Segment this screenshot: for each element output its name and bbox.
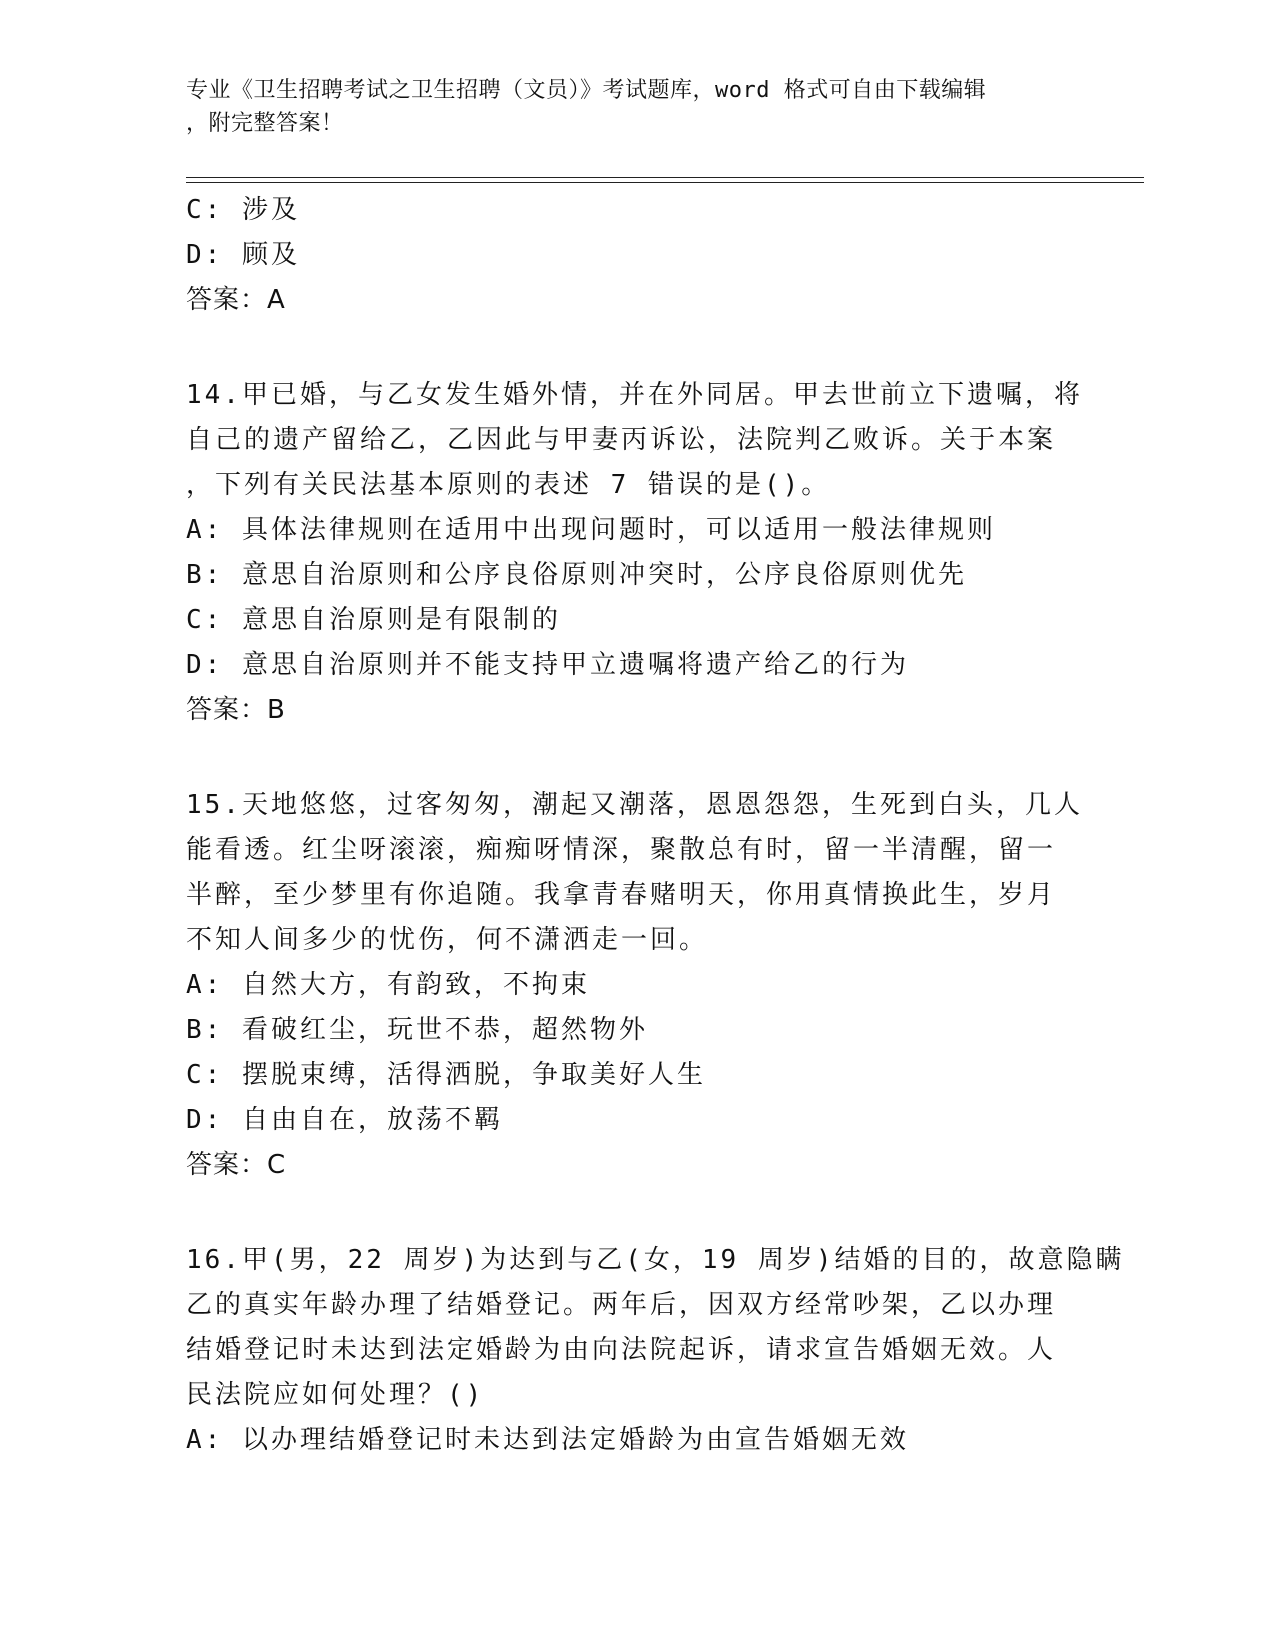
option-b: B: 意思自治原则和公序良俗原则冲突时，公序良俗原则优先 bbox=[186, 560, 967, 590]
option-b: B: 看破红尘，玩世不恭，超然物外 bbox=[186, 1015, 648, 1045]
question-stem-line: 民法院应如何处理？() bbox=[186, 1380, 485, 1410]
question-stem-line: 16.甲(男，22 周岁)为达到与乙(女，19 周岁)结婚的目的，故意隐瞒 bbox=[186, 1245, 1125, 1275]
question-stem-line: 不知人间多少的忧伤，何不潇洒走一回。 bbox=[186, 925, 709, 955]
question-stem-line: 半醉，至少梦里有你追随。我拿青春赌明天，你用真情换此生，岁月 bbox=[186, 880, 1057, 910]
document-header bbox=[186, 74, 1066, 140]
question-15 bbox=[186, 783, 1083, 1188]
answer: 答案：C bbox=[186, 1150, 287, 1180]
header-line-2: ，附完整答案！ bbox=[186, 111, 344, 136]
question-stem-line: ，下列有关民法基本原则的表述 7 错误的是()。 bbox=[186, 470, 831, 500]
question-14 bbox=[186, 373, 1083, 733]
option-a: A: 具体法律规则在适用中出现问题时，可以适用一般法律规则 bbox=[186, 515, 996, 545]
question-stem-line: 自己的遗产留给乙，乙因此与甲妻丙诉讼，法院判乙败诉。关于本案 bbox=[186, 425, 1057, 455]
question-stem-line: 乙的真实年龄办理了结婚登记。两年后，因双方经常吵架，乙以办理 bbox=[186, 1290, 1057, 1320]
document-body bbox=[186, 188, 1125, 1463]
question-16 bbox=[186, 1238, 1125, 1463]
question-stem-line: 结婚登记时未达到法定婚龄为由向法院起诉，请求宣告婚姻无效。人 bbox=[186, 1335, 1057, 1365]
header-line-1: 专业《卫生招聘考试之卫生招聘（文员）》考试题库，word 格式可自由下载编辑 bbox=[186, 78, 987, 103]
answer: 答案：B bbox=[186, 695, 286, 725]
header-divider-top bbox=[186, 177, 1144, 178]
option-d: D: 意思自治原则并不能支持甲立遗嘱将遗产给乙的行为 bbox=[186, 650, 909, 680]
question-stem-line: 能看透。红尘呀滚滚，痴痴呀情深，聚散总有时，留一半清醒，留一 bbox=[186, 835, 1057, 865]
option-a: A: 以办理结婚登记时未达到法定婚龄为由宣告婚姻无效 bbox=[186, 1425, 909, 1455]
option-c: C: 意思自治原则是有限制的 bbox=[186, 605, 561, 635]
option-d: D: 自由自在，放荡不羁 bbox=[186, 1105, 503, 1135]
option-a: A: 自然大方，有韵致，不拘束 bbox=[186, 970, 590, 1000]
option-c: C: 摆脱束缚，活得洒脱，争取美好人生 bbox=[186, 1060, 706, 1090]
question-stem-line: 15.天地悠悠，过客匆匆，潮起又潮落，恩恩怨怨，生死到白头，几人 bbox=[186, 790, 1083, 820]
header-divider-bottom bbox=[186, 182, 1144, 183]
option-d: D: 顾及 bbox=[186, 240, 300, 270]
answer: 答案：A bbox=[186, 285, 286, 315]
option-c: C: 涉及 bbox=[186, 195, 300, 225]
previous-question-tail bbox=[186, 188, 1066, 323]
question-stem-line: 14.甲已婚，与乙女发生婚外情，并在外同居。甲去世前立下遗嘱，将 bbox=[186, 380, 1083, 410]
